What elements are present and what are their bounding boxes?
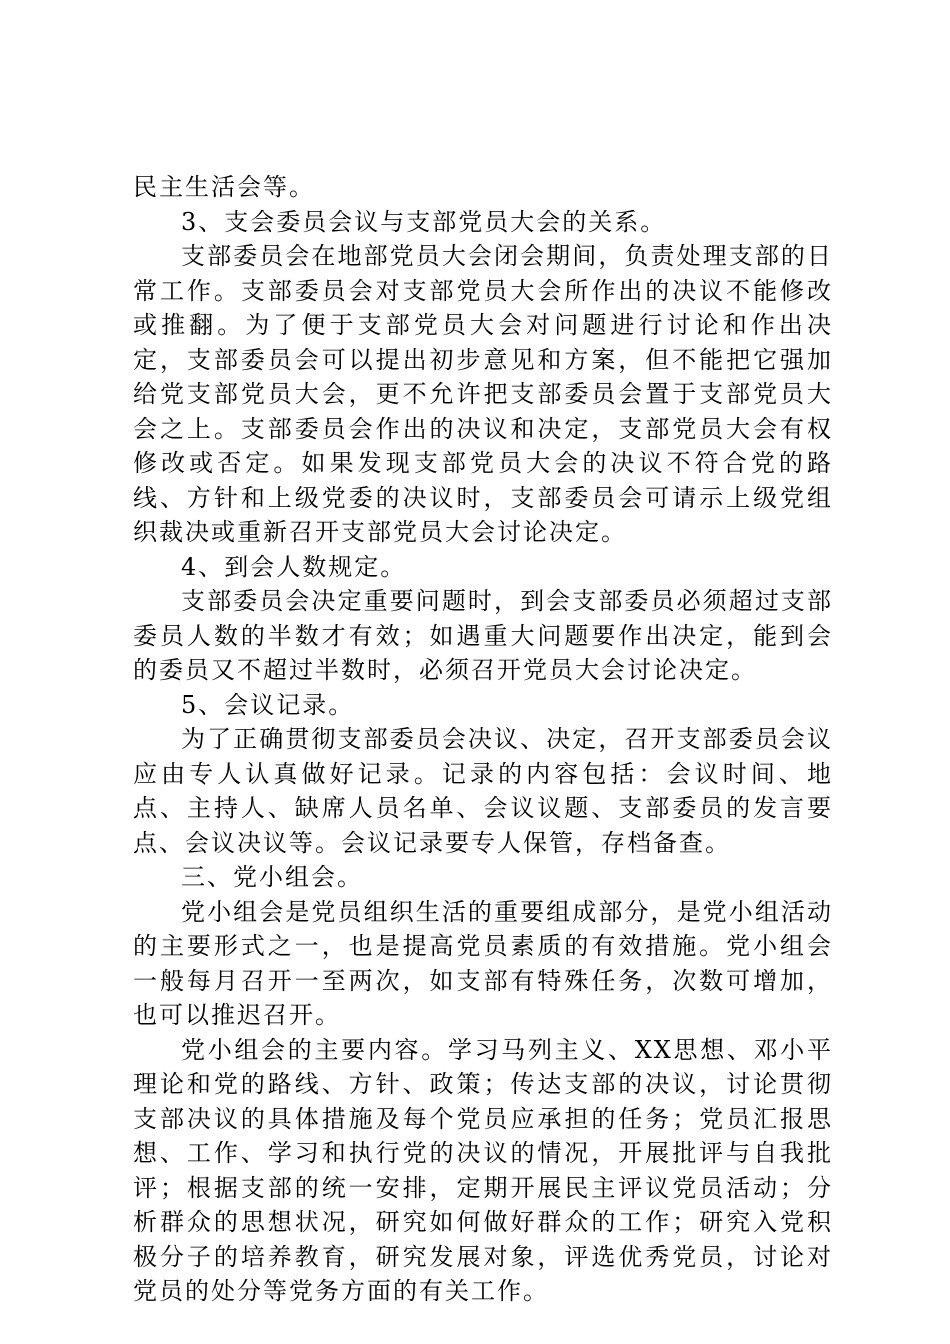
heading-item-5: 5、会议记录。 [181,690,355,719]
heading-item-3: 3、支会委员会议与支部党员大会的关系。 [181,207,667,236]
heading-item-4: 4、到会人数规定。 [181,552,407,581]
heading-section-3: 三、党小组会。 [181,863,363,891]
paragraph-group-meeting-intro: 党小组会是党员组织生活的重要组成部分，是党小组活动的主要形式之一，也是提高党员素质的有效措施。党小组会一般每月召开一至两次，如支部有特殊任务，次数可增加，也可以推迟召开。 [133,897,833,1029]
paragraph-attendance-rules: 支部委员会决定重要问题时，到会支部委员必须超过支部委员人数的半数才有效；如遇重大问题要作出决定，能到会的委员又不超过半数时，必须召开党员大会讨论决定。 [133,587,833,684]
paragraph-continuation: 民主生活会等。 [133,173,315,201]
paragraph-meeting-records: 为了正确贯彻支部委员会决议、决定，召开支部委员会议应由专人认真做好记录。记录的内容包括：会议时间、地点、主持人、缺席人员名单、会议议题、支部委员的发言要点、会议决议等。会议记录要专人保管，存档备查。 [133,725,833,857]
document-page [133,170,833,1309]
paragraph-committee-relation: 支部委员会在地部党员大会闭会期间，负责处理支部的日常工作。支部委员会对支部党员大会所作出的决议不能修改或推翻。为了便于支部党员大会对问题进行讨论和作出决定，支部委员会可以提出初步意见和方案，但不能把它强加给党支部党员大会，更不允许把支部委员会置于支部党员大会之上。支部委员会作出的决议和决定，支部党员大会有权修改或否定。如果发现支部党员大会的决议不符合党的路线、方针和上级党委的决议时，支部委员会可请示上级党组织裁决或重新召开支部党员大会讨论决定。 [133,242,833,546]
paragraph-group-meeting-content: 党小组会的主要内容。学习马列主义、XX思想、邓小平理论和党的路线、方针、政策；传达支部的决议，讨论贯彻支部决议的具体措施及每个党员应承担的任务；党员汇报思想、工作、学习和执行党的决议的情况，开展批评与自我批评；根据支部的统一安排，定期开展民主评议党员活动；分析群众的思想状况，研究如何做好群众的工作；研究入党积极分子的培养教育，研究发展对象，评选优秀党员，讨论对党员的处分等党务方面的有关工作。 [133,1035,833,1305]
